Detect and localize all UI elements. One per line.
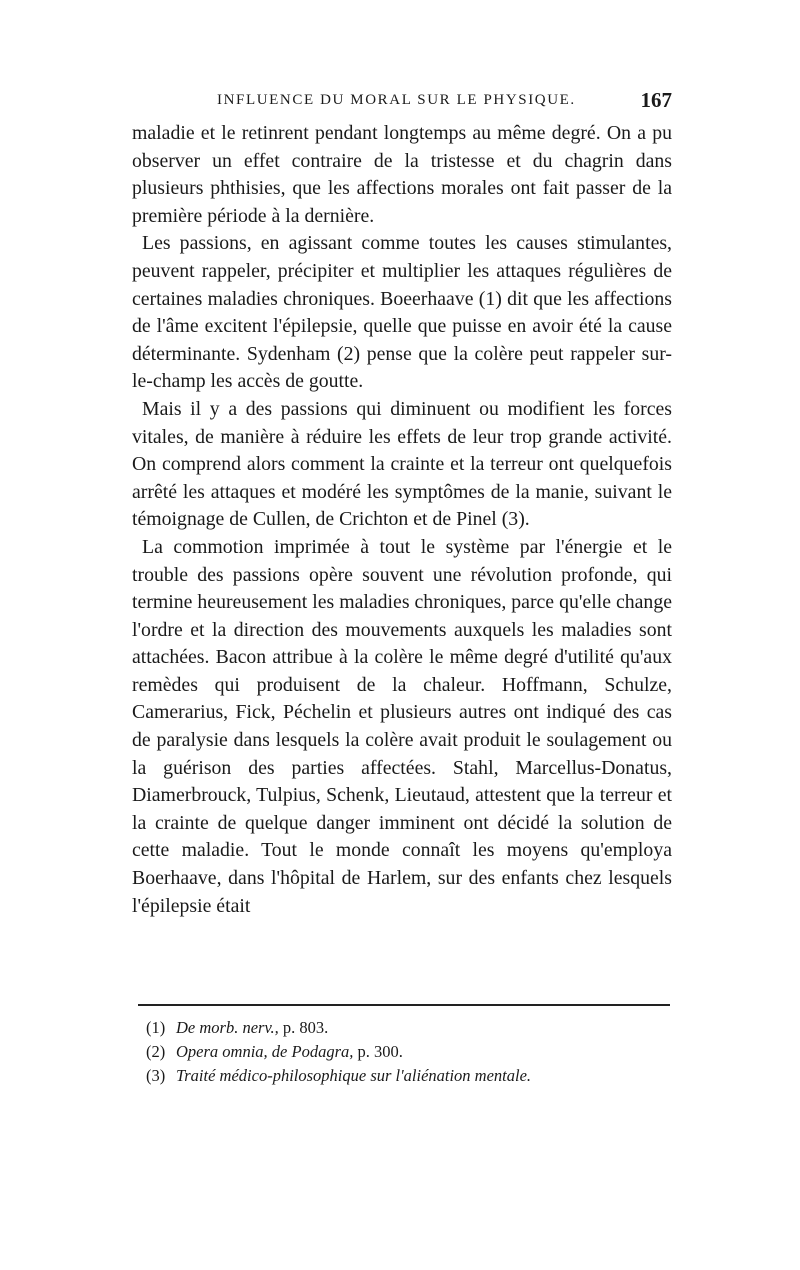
footnote-page: p. 300. [353,1042,403,1061]
paragraph-2: Les passions, en agissant comme toutes les causes stimulantes, peuvent rappeler, précipiter et multiplier les attaques régulières de certaines maladies chroniques. Boeerhaave (1) dit que les affections de l'âme excitent l'épilepsie, quelle que puisse en avoir été la cause déterminante. Sydenham (2) pense que la colère peut rappeler sur-le-champ les accès de goutte. [132,232,672,393]
footnote-title: De morb. nerv., [176,1018,279,1037]
page [132,88,672,920]
footnote-2 [146,1040,666,1064]
footnote-ref: (1) [146,1018,166,1037]
running-header [132,88,672,118]
footnote-1 [146,1016,666,1040]
paragraph-3: Mais il y a des passions qui diminuent ou modifient les forces vitales, de manière à réduire les effets de leur trop grande activité. On comprend alors comment la crainte et la terreur ont quelquefois arrêté les attaques et modéré les symptômes de la manie, suivant le témoignage de Cullen, de Crichton et de Pinel (3). [132,397,672,531]
paragraph-1: maladie et le retinrent pendant longtemps au même degré. On a pu observer un effet contraire de la tristesse et du chagrin dans plusieurs phthisies, que les affections morales ont fait passer de la première période à la dernière. [132,122,672,227]
footnote-ref: (3) [146,1066,166,1085]
footnote-rule [138,1004,670,1006]
page-number: 167 [640,88,672,112]
footnote-title: Opera omnia, de Podagra, [176,1042,354,1061]
paragraph-4: La commotion imprimée à tout le système par l'énergie et le trouble des passions opère souvent une révolution profonde, qui termine heureusement les maladies chroniques, parce qu'elle change l'ordre et la direction des mouvements auxquels les maladies sont attachées. Bacon attribue à la colère le même degré d'utilité qu'aux remèdes qui produisent de la chaleur. Hoffmann, Schulze, Camerarius, Fick, Péchelin et plusieurs autres ont indiqué des cas de paralysie dans lesquels la colère avait produit le soulagement ou la guérison des parties affectées. Stahl, Marcellus-Donatus, Diamerbrouck, Tulpius, Schenk, Lieutaud, attestent que la terreur et la crainte de quelque danger imminent ont décidé la solution de cette maladie. Tout le monde connaît les moyens qu'employa Boerhaave, dans l'hôpital de Harlem, sur des enfants chez lesquels l'épilepsie était [132,535,672,917]
footnote-title: Traité médico-philosophique sur l'aliénation mentale. [176,1066,532,1085]
footnotes [146,1016,666,1088]
footnote-3 [146,1064,666,1088]
footnote-ref: (2) [146,1042,166,1061]
body-text [132,120,672,920]
footnote-page: p. 803. [278,1018,329,1037]
running-title: INFLUENCE DU MORAL SUR LE PHYSIQUE. [217,92,576,108]
